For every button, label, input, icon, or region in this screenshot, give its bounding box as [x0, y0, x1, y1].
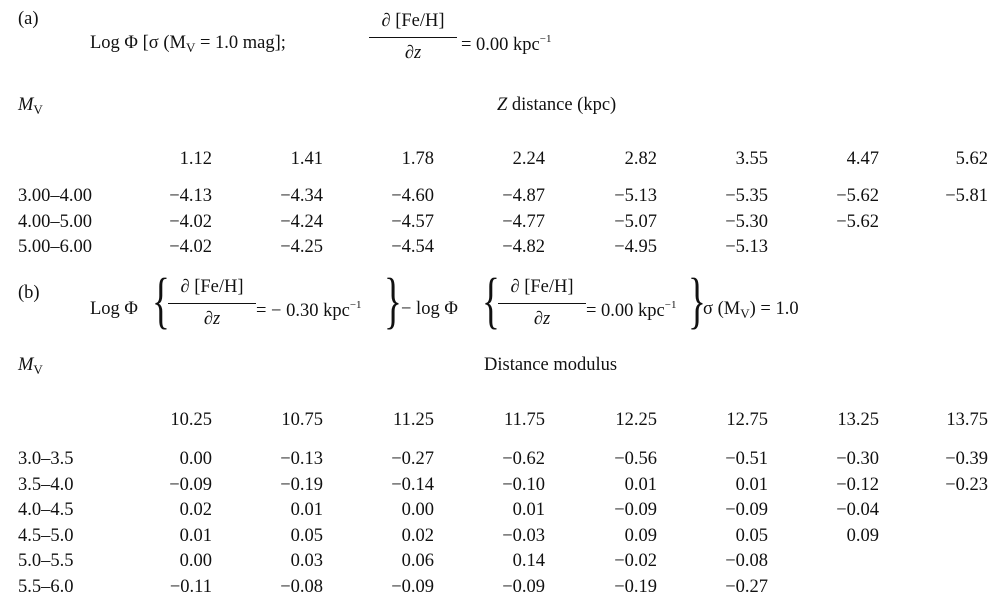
table-cell: −0.10 — [502, 474, 545, 495]
row-label: 4.5–5.0 — [18, 525, 74, 546]
table-cell: 0.05 — [290, 525, 323, 546]
table-cell: −4.95 — [614, 237, 657, 257]
column-header: 4.47 — [846, 149, 879, 169]
table-cell: −0.19 — [280, 474, 323, 495]
table-cell: 0.01 — [179, 525, 212, 546]
column-header: 1.41 — [290, 149, 323, 169]
table-cell: −4.25 — [280, 237, 323, 257]
part-b-sigma: σ $(M_V) = 1.0$ — [703, 299, 799, 321]
table-cell: −0.09 — [391, 576, 434, 597]
part-a-fraction — [369, 12, 457, 62]
table-cell: −0.51 — [725, 449, 768, 469]
fraction-bar — [369, 37, 457, 38]
part-a-column-caption: Z distance (kpc) — [497, 95, 617, 115]
table-cell: −5.13 — [614, 186, 657, 206]
fraction-denominator: ∂z — [404, 42, 422, 63]
column-header: 11.75 — [504, 410, 545, 430]
row-label: 4.0–4.5 — [18, 500, 74, 520]
table-cell: −4.57 — [391, 211, 434, 232]
table-cell: −0.30 — [836, 449, 879, 469]
table-cell: −0.02 — [614, 551, 657, 571]
table-cell: −0.08 — [725, 551, 768, 571]
table-cell: 0.14 — [512, 551, 545, 571]
table-cell: 0.09 — [846, 525, 879, 546]
fraction-numerator: ∂ [Fe/H] — [510, 277, 574, 297]
column-header: 12.75 — [726, 410, 768, 430]
table-cell: −0.23 — [945, 474, 988, 495]
column-header: 2.24 — [512, 149, 545, 169]
row-label: 4.00–5.00 — [18, 211, 92, 232]
row-label: 3.5–4.0 — [18, 474, 74, 495]
fraction-bar — [498, 303, 586, 304]
table-cell: −0.39 — [945, 449, 988, 469]
table-cell: −0.56 — [614, 449, 657, 469]
table-cell: −4.02 — [169, 237, 212, 257]
part-b-value-1: = − 0.30 kpc$^{-1}$ — [256, 299, 362, 321]
column-header: 12.25 — [615, 410, 657, 430]
table-cell: −0.62 — [502, 449, 545, 469]
table-cell: −4.13 — [169, 186, 212, 206]
right-brace-2: } — [687, 267, 706, 335]
table-cell: −5.07 — [614, 211, 657, 232]
table-cell: 0.01 — [624, 474, 657, 495]
row-label: 5.00–6.00 — [18, 237, 92, 257]
fraction-denominator: ∂z — [203, 308, 221, 329]
table-cell: −5.30 — [725, 211, 768, 232]
column-header: 13.75 — [946, 410, 988, 430]
table-cell: −4.77 — [502, 211, 545, 232]
row-label: 5.0–5.5 — [18, 551, 74, 571]
table-cell: −0.08 — [280, 576, 323, 597]
table-cell: −0.13 — [280, 449, 323, 469]
table-cell: −0.12 — [836, 474, 879, 495]
fraction-bar — [168, 303, 256, 304]
column-header: 13.25 — [837, 410, 879, 430]
table-cell: −5.62 — [836, 186, 879, 206]
column-header: 10.25 — [170, 410, 212, 430]
table-cell: 0.09 — [624, 525, 657, 546]
table-cell: −5.62 — [836, 211, 879, 232]
table-cell: 0.00 — [179, 449, 212, 469]
part-b-column-caption: Distance modulus — [484, 355, 618, 375]
table-cell: −5.81 — [945, 186, 988, 206]
table-cell: −0.03 — [502, 525, 545, 546]
table-cell: −0.09 — [614, 500, 657, 520]
column-header: 10.75 — [281, 410, 323, 430]
fraction-numerator: ∂ [Fe/H] — [381, 11, 445, 31]
column-header: 3.55 — [735, 149, 768, 169]
row-label: 3.00–4.00 — [18, 186, 92, 206]
left-brace-2: { — [481, 267, 500, 335]
table-cell: 0.01 — [735, 474, 768, 495]
table-cell: −4.87 — [502, 186, 545, 206]
part-b-row-header: $M_V$ — [18, 355, 43, 377]
table-cell: 0.02 — [179, 500, 212, 520]
part-b-fraction-1 — [168, 278, 256, 328]
part-b-log1: Log Φ — [90, 299, 138, 319]
table-cell: 0.03 — [290, 551, 323, 571]
column-header: 2.82 — [624, 149, 657, 169]
table-cell: 0.06 — [401, 551, 434, 571]
part-b-fraction-2 — [498, 278, 586, 328]
table-cell: 0.00 — [179, 551, 212, 571]
part-b-value-2: = 0.00 kpc$^{-1}$ — [586, 299, 677, 321]
right-brace-1: } — [383, 267, 402, 335]
column-header: 5.62 — [955, 149, 988, 169]
table-cell: −0.14 — [391, 474, 434, 495]
table-cell: −4.24 — [280, 211, 323, 232]
row-label: 5.5–6.0 — [18, 576, 74, 597]
table-cell: 0.00 — [401, 500, 434, 520]
part-a-formula-right: = 0.00 kpc$^{-1}$ — [461, 33, 552, 55]
table-cell: −5.13 — [725, 237, 768, 257]
table-cell: −0.09 — [725, 500, 768, 520]
table-cell: 0.02 — [401, 525, 434, 546]
part-b-log2: − log Φ — [401, 299, 458, 319]
table-cell: −5.35 — [725, 186, 768, 206]
table-cell: −0.09 — [169, 474, 212, 495]
table-cell: 0.05 — [735, 525, 768, 546]
table-cell: −0.11 — [169, 576, 212, 597]
table-cell: −0.09 — [502, 576, 545, 597]
table-cell: −4.60 — [391, 186, 434, 206]
table-cell: −4.82 — [502, 237, 545, 257]
column-header: 1.12 — [179, 149, 212, 169]
part-a-row-header: $M_V$ — [18, 95, 43, 117]
column-header: 11.25 — [393, 410, 434, 430]
left-brace-1: { — [151, 267, 170, 335]
table-cell: −0.19 — [614, 576, 657, 597]
table-cell: 0.01 — [512, 500, 545, 520]
part-a-label: (a) — [18, 9, 39, 29]
table-cell: −0.04 — [836, 500, 879, 520]
table-cell: −4.34 — [280, 186, 323, 206]
part-b-label: (b) — [18, 283, 40, 303]
table-cell: 0.01 — [290, 500, 323, 520]
part-a-formula-left: Log Φ [σ ($M_V = 1.0$ mag]; — [90, 33, 286, 55]
fraction-denominator: ∂z — [533, 308, 551, 329]
table-cell: −0.27 — [725, 576, 768, 597]
fraction-numerator: ∂ [Fe/H] — [180, 277, 244, 297]
row-label: 3.0–3.5 — [18, 449, 74, 469]
column-header: 1.78 — [401, 149, 434, 169]
table-cell: −4.54 — [391, 237, 434, 257]
table-cell: −4.02 — [169, 211, 212, 232]
table-cell: −0.27 — [391, 449, 434, 469]
